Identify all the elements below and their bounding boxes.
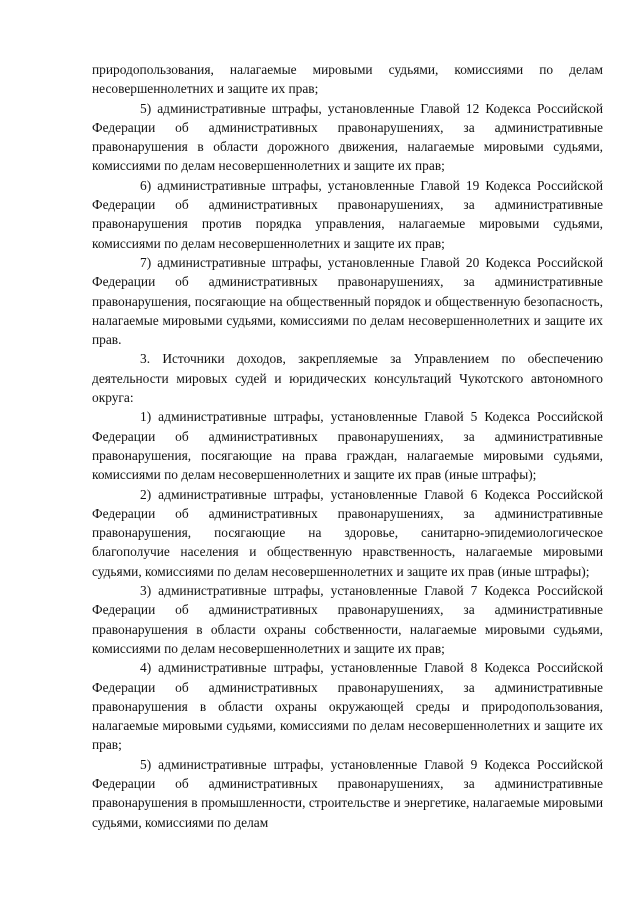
paragraph-item-1-chapter-5: 1) административные штрафы, установленные Главой 5 Кодекса Российской Федерации об административных правонарушениях, за административные правонарушения, посягающие на права граждан, налагаемые мировыми судьями, комиссиями по делам несовершеннолетних и защите их прав (иные штрафы); <box>92 409 603 483</box>
paragraph-item-4-chapter-8: 4) административные штрафы, установленные Главой 8 Кодекса Российской Федерации об административных правонарушениях, за административные правонарушения в области охраны окружающей среды и природопользования, налагаемые мировыми судьями, комиссиями по делам несовершеннолетних и защите их прав; <box>92 660 603 753</box>
paragraph-item-2-chapter-6: 2) административные штрафы, установленные Главой 6 Кодекса Российской Федерации об административных правонарушениях, за административные правонарушения, посягающие на здоровье, санитарно-эпидемиологическое благополучие населения и общественную нравственность, налагаемые мировыми судьями, комиссиями по делам несовершеннолетних и защите их прав (иные штрафы); <box>92 486 603 579</box>
paragraph-item-3-chapter-7: 3) административные штрафы, установленные Главой 7 Кодекса Российской Федерации об административных правонарушениях, за административные правонарушения в области охраны собственности, налагаемые мировыми судьями, комиссиями по делам несовершеннолетних и защите их прав; <box>92 583 603 656</box>
paragraph-item-7-chapter-20: 7) административные штрафы, установленные Главой 20 Кодекса Российской Федерации об административных правонарушениях, за административные правонарушения, посягающие на общественный порядок и общественную безопасность, налагаемые мировыми судьями, комиссиями по делам несовершеннолетних и защите их прав. <box>92 254 603 348</box>
paragraph-item-5-chapter-9: 5) административные штрафы, установленные Главой 9 Кодекса Российской Федерации об административных правонарушениях, за административные правонарушения в промышленности, строительстве и энергетике, налагаемые мировыми судьями, комиссиями по делам <box>92 756 603 830</box>
paragraph-item-6-chapter-19: 6) административные штрафы, установленные Главой 19 Кодекса Российской Федерации об административных правонарушениях, за административные правонарушения против порядка управления, налагаемые мировыми судьями, комиссиями по делам несовершеннолетних и защите их прав; <box>92 177 603 251</box>
paragraph-item-5-chapter-12: 5) административные штрафы, установленные Главой 12 Кодекса Российской Федерации об административных правонарушениях, за административные правонарушения в области дорожного движения, налагаемые мировыми судьями, комиссиями по делам несовершеннолетних и защите их прав; <box>92 100 603 174</box>
document-page <box>92 60 603 832</box>
paragraph-section-3: 3. Источники доходов, закрепляемые за Управлением по обеспечению деятельности мировых судей и юридических консультаций Чукотского автономного округа: <box>92 351 603 406</box>
paragraph-continuation: природопользования, налагаемые мировыми судьями, комиссиями по делам несовершеннолетних и защите их прав; <box>92 62 603 97</box>
